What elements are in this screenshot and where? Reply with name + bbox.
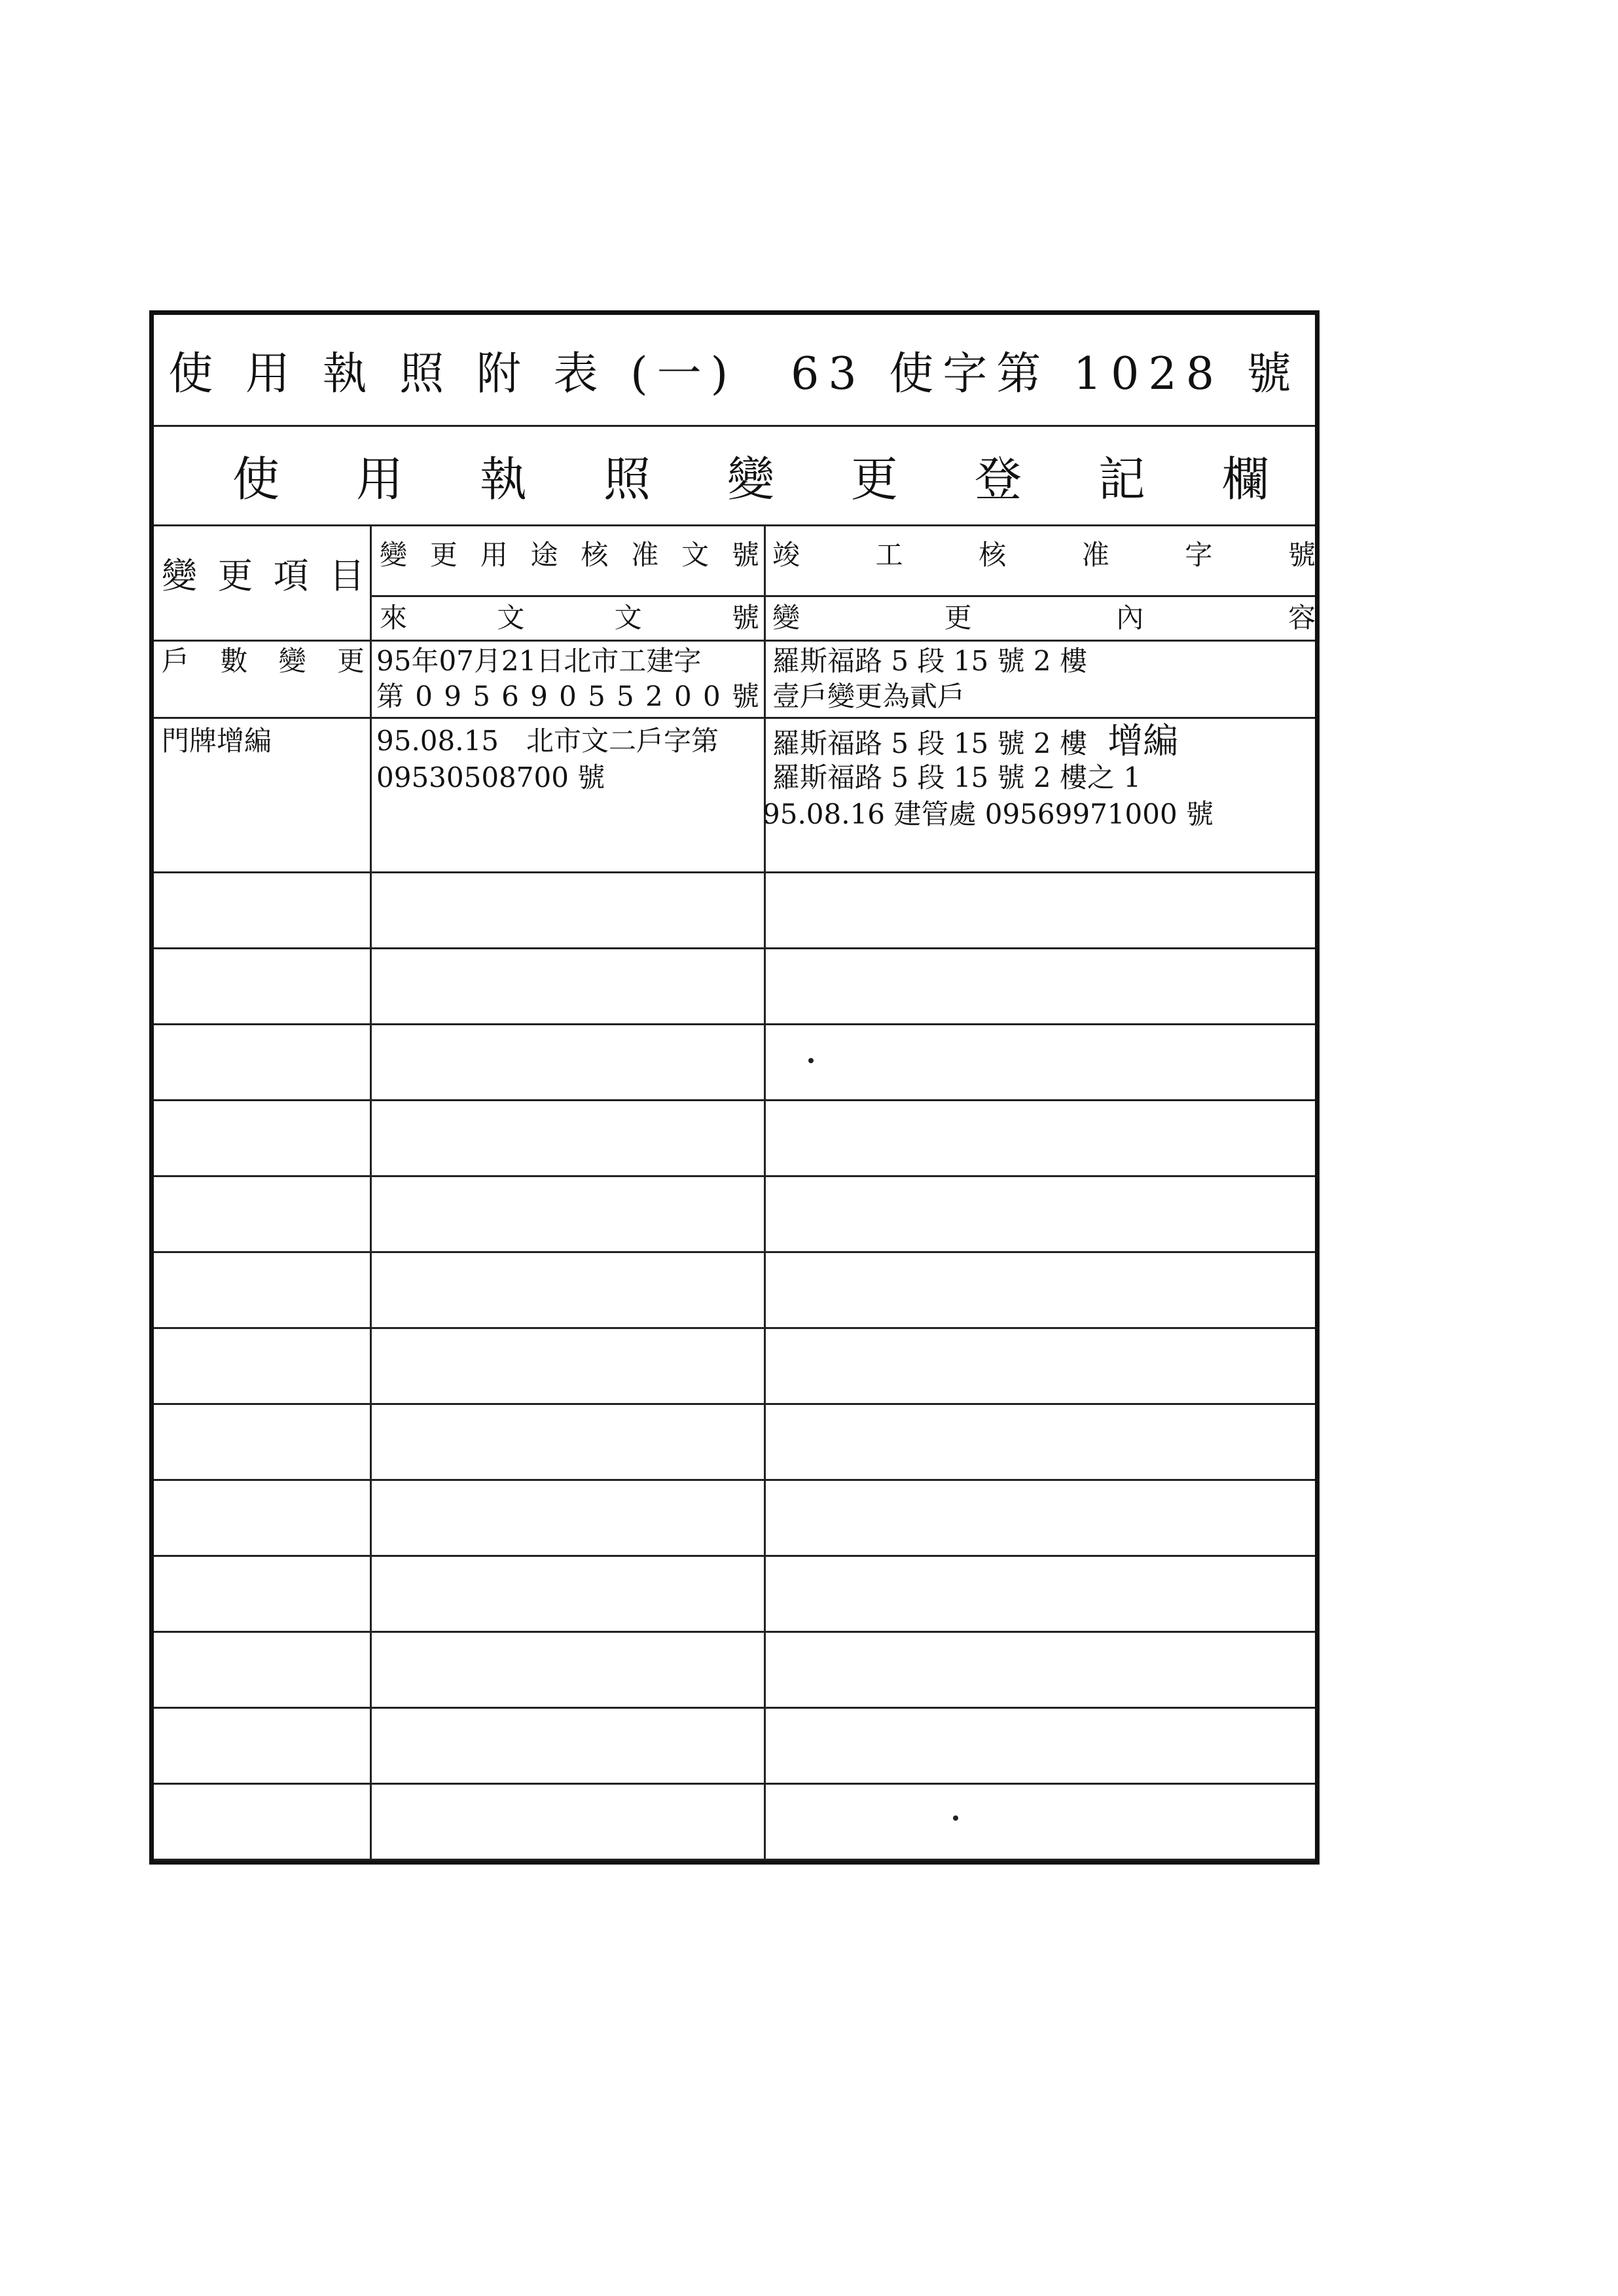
row1-content-line1: 羅斯福路 5 段 15 號 2 樓 <box>772 645 1087 677</box>
header-col3-bottom-char: 更 <box>944 602 972 634</box>
empty-row-divider <box>154 1327 1315 1329</box>
row1-doc2-char: 0 <box>559 680 577 712</box>
row2-content-line3: 95.08.16 建管處 09569971000 號 <box>763 798 1214 830</box>
row2-content-line1-wrap <box>772 720 1179 761</box>
header-col2-top-char: 文 <box>681 539 710 571</box>
subtitle-char: 登 <box>974 452 1022 507</box>
empty-row-divider <box>154 1783 1315 1785</box>
subtitle-char: 變 <box>727 452 774 507</box>
row2-content-line2: 羅斯福路 5 段 15 號 2 樓之 1 <box>772 761 1142 793</box>
form-title: 使 用 執 照 附 表 (一) 63 使字第 1028 號 <box>168 348 1301 400</box>
registry-subtitle <box>232 429 1269 521</box>
header-change-content <box>772 600 1316 636</box>
subtitle-char: 使 <box>232 452 280 507</box>
row1-doc2-char: 5 <box>588 680 605 712</box>
subtitle-char: 照 <box>603 452 651 507</box>
empty-row-divider <box>154 1023 1315 1025</box>
row1-item-char: 數 <box>220 645 248 677</box>
header-col3-top-char: 字 <box>1185 539 1213 571</box>
header-change-item <box>162 532 365 613</box>
row1-content-line2: 壹戶變更為貳戶 <box>772 680 965 712</box>
empty-row-divider <box>154 1631 1315 1633</box>
header-col2-top-char: 途 <box>530 539 558 571</box>
header-incoming-doc-no <box>380 600 759 636</box>
row1-doc2-char: 0 <box>702 680 721 712</box>
column-divider-1 <box>370 524 372 1860</box>
header-col3-bottom-char: 內 <box>1116 602 1144 634</box>
header-item-char: 目 <box>329 555 365 596</box>
header-col2-top-char: 核 <box>581 539 609 571</box>
empty-row-divider <box>154 1479 1315 1481</box>
scan-speck <box>808 1058 814 1063</box>
subtitle-char: 更 <box>850 452 898 507</box>
row1-doc2-char: 號 <box>731 680 759 712</box>
header-mid-divider <box>370 595 1315 597</box>
scan-speck <box>953 1815 958 1821</box>
header-col3-top-char: 號 <box>1287 539 1316 571</box>
row1-item-char: 戶 <box>162 645 190 677</box>
subtitle-char: 執 <box>479 452 527 507</box>
subtitle-divider <box>154 524 1315 526</box>
row1-item-char: 變 <box>278 645 306 677</box>
row2-divider <box>154 871 1315 873</box>
subtitle-char: 欄 <box>1221 452 1269 507</box>
row1-doc2-char: 0 <box>674 680 692 712</box>
header-col3-top-char: 工 <box>875 539 903 571</box>
row1-doc2-char: 9 <box>444 680 461 712</box>
row1-doc2-char: 2 <box>645 680 663 712</box>
header-col2-bottom-char: 號 <box>731 602 759 634</box>
empty-row-divider <box>154 1859 1315 1861</box>
header-approval-doc-no <box>380 538 759 573</box>
row1-doc2-char: 第 <box>376 680 404 712</box>
header-bottom-divider <box>154 640 1315 642</box>
empty-row-divider <box>154 1099 1315 1101</box>
usage-permit-appendix-form <box>149 310 1320 1865</box>
header-col2-top-char: 准 <box>631 539 659 571</box>
row2-doc-line1: 95.08.15 北市文二戶字第 <box>376 725 719 757</box>
subtitle-char: 用 <box>355 452 403 507</box>
column-divider-2 <box>764 524 766 1860</box>
subtitle-char: 記 <box>1098 452 1145 507</box>
empty-row-divider <box>154 1251 1315 1253</box>
row2-doc-line2: 09530508700 號 <box>376 761 605 793</box>
empty-row-divider <box>154 947 1315 949</box>
row1-doc2-char: 5 <box>473 680 490 712</box>
empty-row-divider <box>154 1403 1315 1405</box>
header-col2-bottom-char: 來 <box>380 602 408 634</box>
header-col3-top-char: 准 <box>1081 539 1109 571</box>
row2-content-line1: 羅斯福路 5 段 15 號 2 樓 <box>772 727 1087 759</box>
header-col2-top-char: 變 <box>380 539 408 571</box>
header-col2-bottom-char: 文 <box>497 602 525 634</box>
title-divider <box>154 425 1315 427</box>
header-col3-top-char: 核 <box>979 539 1007 571</box>
header-col2-top-char: 更 <box>429 539 458 571</box>
header-item-char: 變 <box>162 555 197 596</box>
row1-doc2-char: 6 <box>501 680 519 712</box>
row1-divider <box>154 717 1315 719</box>
header-item-char: 項 <box>273 555 309 596</box>
header-col2-top-char: 號 <box>731 539 759 571</box>
row1-item-char: 更 <box>336 645 365 677</box>
row1-doc-line2 <box>376 679 759 714</box>
row1-change-item <box>162 644 365 679</box>
header-item-char: 更 <box>217 555 253 596</box>
empty-row-divider <box>154 1555 1315 1557</box>
empty-row-divider <box>154 1175 1315 1177</box>
empty-row-divider <box>154 1707 1315 1709</box>
header-col2-bottom-char: 文 <box>614 602 642 634</box>
header-completion-approval-no <box>772 538 1316 573</box>
row1-doc-line1: 95年07月21日北市工建字 <box>376 645 702 677</box>
header-col2-top-char: 用 <box>480 539 508 571</box>
row1-doc2-char: 5 <box>617 680 634 712</box>
row1-doc2-char: 0 <box>415 680 433 712</box>
row2-content-emphasis: 增編 <box>1107 720 1179 761</box>
header-col3-bottom-char: 變 <box>772 602 800 634</box>
header-col3-bottom-char: 容 <box>1287 602 1316 634</box>
row2-change-item: 門牌增編 <box>162 725 272 757</box>
header-col3-top-char: 竣 <box>772 539 800 571</box>
row1-doc2-char: 9 <box>530 680 548 712</box>
